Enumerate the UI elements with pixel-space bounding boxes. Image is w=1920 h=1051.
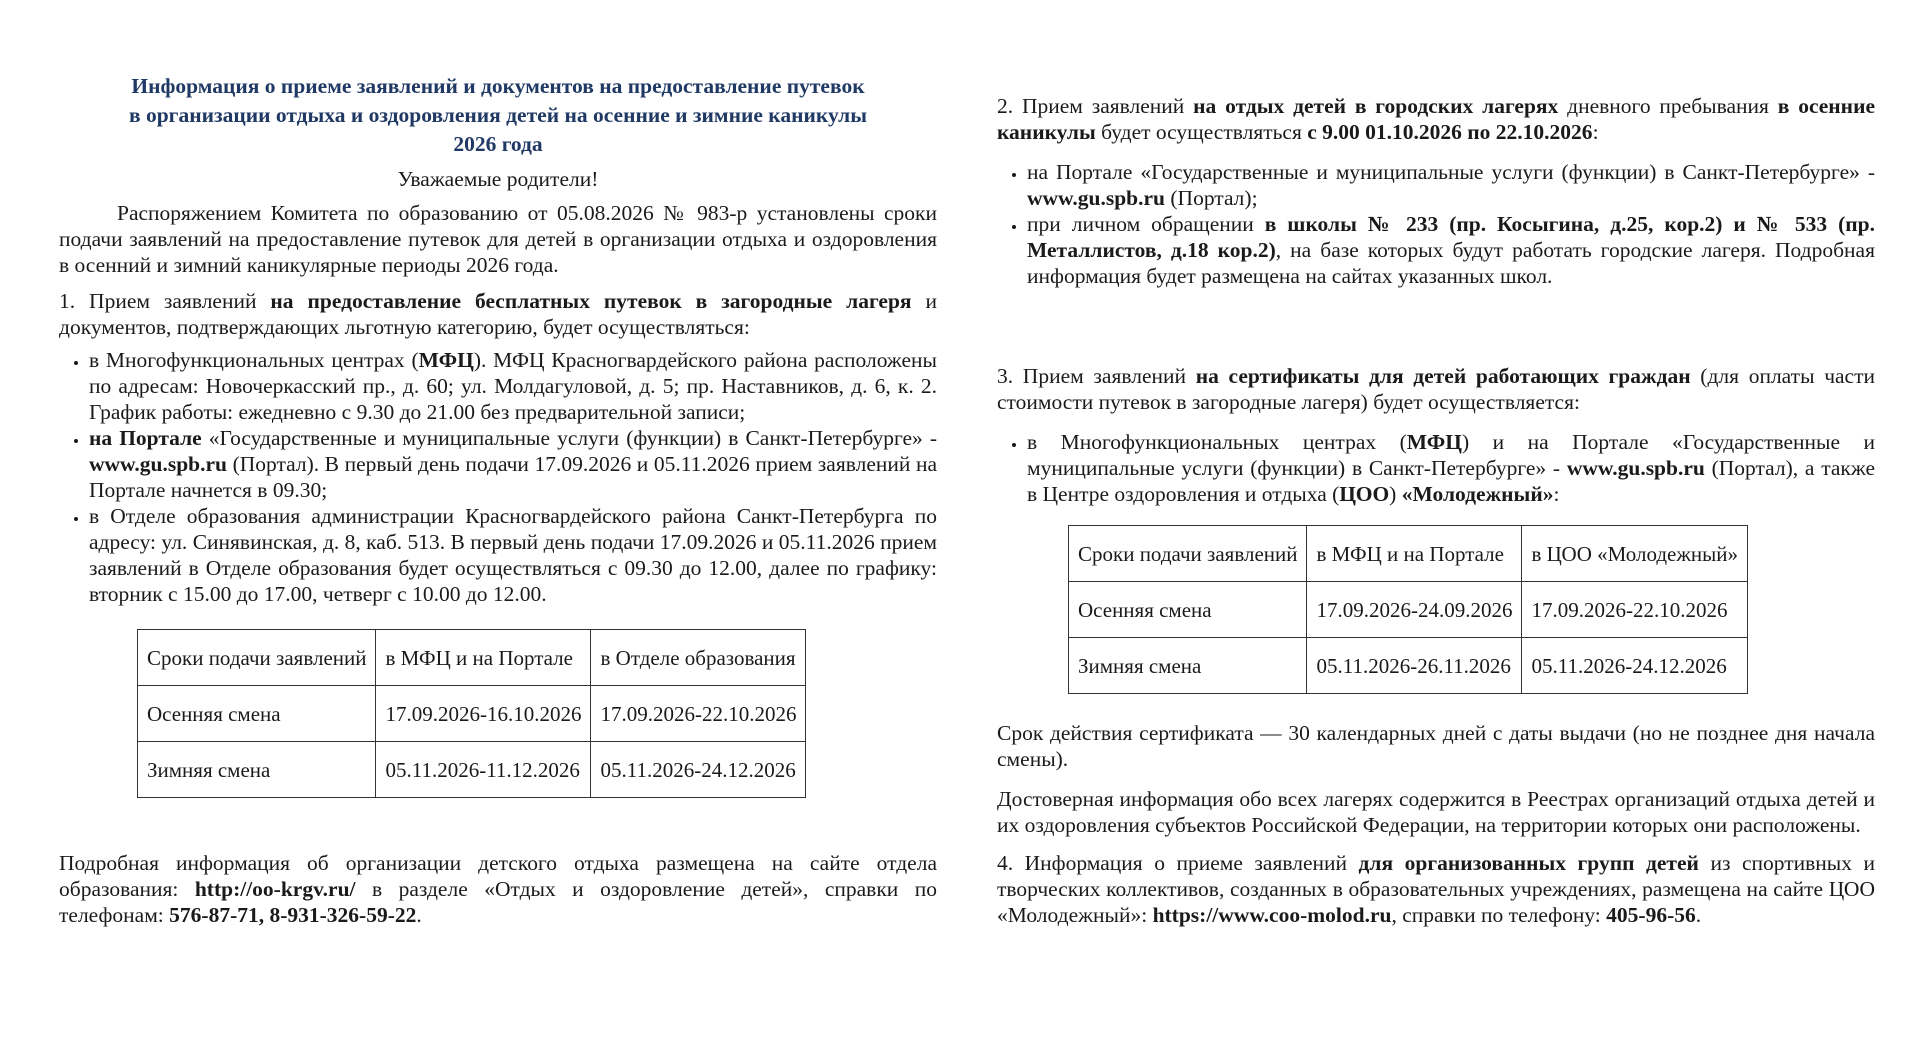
table-row	[1069, 582, 1748, 638]
section-1-list	[59, 347, 937, 607]
table-left	[137, 629, 806, 798]
s4-g: .	[1695, 903, 1702, 927]
table-cell: 17.09.2026-16.10.2026	[376, 686, 591, 742]
list-item	[89, 503, 937, 607]
section-1-heading	[59, 288, 937, 340]
s4-c: из спортивных и творческих коллективов, созданных в образовательных учреждениях, размещена на сайте ЦОО «Молодежный»:	[997, 851, 1875, 927]
table-cell: 05.11.2026-24.12.2026	[591, 742, 806, 798]
table-cell: 17.09.2026-22.10.2026	[1522, 582, 1747, 638]
s2-li1-c: (Портал);	[1165, 186, 1258, 210]
title-line-3: 2026 года	[453, 132, 543, 156]
document-title	[59, 72, 937, 159]
s2-li1-a: на Портале «Государственные и муниципальные услуги (функции) в Санкт-Петербурге» -	[1027, 160, 1875, 184]
s1-li1-a: в Многофункциональных центрах (	[89, 348, 419, 372]
s1-li3: в Отделе образования администрации Красногвардейского района Санкт-Петербурга по адресу: ул. Синявинская, д. 8, каб. 513. В первый день подачи 17.09.2026 и 05.11.2026 прием заявлений в Отделе образования будет осуществляться с 09.30 до 12.00, далее по графику: вторник с 15.00 до 17.00, четверг с 10.00 до 12.00.	[89, 504, 937, 606]
s3-li1-h: «Молодежный»	[1401, 482, 1554, 506]
s2-c: дневного пребывания	[1558, 94, 1778, 118]
table-row	[1069, 638, 1748, 694]
table-cell: 17.09.2026-22.10.2026	[591, 686, 806, 742]
s3-li1-link: www.gu.spb.ru	[1566, 456, 1705, 480]
greeting: Уважаемые родители!	[397, 167, 599, 191]
s2-li1-link: www.gu.spb.ru	[1027, 186, 1166, 210]
table-cell: 17.09.2026-24.09.2026	[1307, 582, 1522, 638]
more-info-f: .	[416, 903, 422, 927]
table-header-row	[1069, 526, 1748, 582]
table-header-cell: Сроки подачи заявлений	[138, 630, 376, 686]
table-header-cell: в Отделе образования	[591, 630, 806, 686]
list-item	[89, 347, 937, 425]
validity-paragraph: Срок действия сертификата — 30 календарных дней с даты выдачи (но не позднее дня начала смены).	[997, 721, 1875, 771]
s3-b: на сертификаты для детей работающих граждан	[1195, 364, 1691, 388]
table-header-cell: в ЦОО «Молодежный»	[1522, 526, 1747, 582]
s3-li1-c: ) и на Портале «Государственные и муниципальные услуги (функции) в Санкт-Петербурге» -	[1027, 430, 1875, 480]
s4-link[interactable]: https://www.coo-molod.ru	[1152, 903, 1392, 927]
s2-g: :	[1592, 120, 1599, 144]
s3-li1-i: :	[1553, 482, 1560, 506]
table-header-row	[138, 630, 806, 686]
table-row	[138, 686, 806, 742]
table-cell: Зимняя смена	[1069, 638, 1307, 694]
s4-e: , справки по телефону:	[1391, 903, 1607, 927]
s1-li2-a: на Портале	[89, 426, 202, 450]
table-cell: Осенняя смена	[1069, 582, 1307, 638]
s3-c: (для оплаты части стоимости путевок в загородные лагеря) будет осуществляется:	[997, 364, 1875, 414]
list-item	[1027, 211, 1875, 289]
table-cell: 05.11.2026-24.12.2026	[1522, 638, 1747, 694]
s3-li1-a: в Многофункциональных центрах (	[1027, 430, 1407, 454]
list-item	[1027, 429, 1875, 507]
table-header-cell: Сроки подачи заявлений	[1069, 526, 1307, 582]
intro-paragraph: Распоряжением Комитета по образованию от 05.08.2026 № 983-р установлены сроки подачи заявлений на предоставление путевок для детей в организации отдыха и оздоровления в осенний и зимний каникулярные периоды 2026 года.	[59, 201, 937, 277]
right-column	[997, 93, 1875, 928]
list-item	[1027, 159, 1875, 211]
s4-a: 4. Информация о приеме заявлений	[997, 851, 1359, 875]
table-cell: Зимняя смена	[138, 742, 376, 798]
s3-a: 3. Прием заявлений	[997, 364, 1196, 388]
section-2-heading	[997, 93, 1875, 145]
table-header-cell: в МФЦ и на Портале	[1307, 526, 1522, 582]
phone-1: 576-87-71,	[169, 903, 265, 927]
s2-li2-b: в школы № 233	[1264, 212, 1439, 236]
s1-li2-b: «Государственные и муниципальные услуги (функции) в Санкт-Петербурге» -	[201, 426, 937, 450]
s2-li2-d: № 533	[1756, 212, 1828, 236]
s2-e: будет осуществляться	[1095, 120, 1308, 144]
s3-li1-b: МФЦ	[1406, 430, 1462, 454]
s1-li2-link: www.gu.spb.ru	[89, 452, 228, 476]
table-cell: 05.11.2026-11.12.2026	[376, 742, 591, 798]
s2-li2-e: (пр. Металлистов, д.18 кор.2)	[1027, 212, 1875, 262]
s1-text-a: 1. Прием заявлений	[59, 289, 271, 313]
more-info-a: Подробная информация об организации детского отдыха размещена на сайте отдела образования:	[59, 851, 937, 901]
table-row	[138, 742, 806, 798]
table-cell: 05.11.2026-26.11.2026	[1307, 638, 1522, 694]
s1-text-c: и документов, подтверждающих льготную категорию, будет осуществляться:	[59, 289, 938, 339]
s4-b: для организованных групп детей	[1358, 851, 1699, 875]
s3-li1-g: )	[1389, 482, 1402, 506]
s4-phone: 405-96-56	[1606, 903, 1696, 927]
s2-li2-a: при личном обращении	[1027, 212, 1265, 236]
s2-d: в осенние каникулы	[997, 94, 1875, 144]
s1-text-b: на предоставление бесплатных путевок в загородные лагеря	[270, 289, 912, 313]
section-4-paragraph	[997, 850, 1875, 928]
s1-li1-b: МФЦ	[418, 348, 474, 372]
registry-paragraph: Достоверная информация обо всех лагерях содержится в Реестрах организаций отдыха детей и их оздоровления субъектов Российской Федерации, на территории которых они расположены.	[997, 787, 1875, 837]
s2-a: 2. Прием заявлений	[997, 94, 1194, 118]
table-right	[1068, 525, 1748, 694]
s3-li1-f: ЦОО	[1339, 482, 1390, 506]
more-info-c: в разделе «Отдых и оздоровление детей», справки по телефонам:	[59, 877, 937, 927]
table-header-cell: в МФЦ и на Портале	[376, 630, 591, 686]
section-3-list	[997, 429, 1875, 507]
phone-2: 8-931-326-59-22	[269, 903, 417, 927]
s2-li2-c: (пр. Косыгина, д.25, кор.2) и	[1438, 212, 1757, 236]
title-line-2: в организации отдыха и оздоровления детей на осенние и зимние каникулы	[128, 103, 868, 127]
section-3-heading	[997, 363, 1875, 415]
s1-li2-d: (Портал). В первый день подачи 17.09.2026 и 05.11.2026 прием заявлений на Портале начнется в 09.30;	[89, 452, 937, 502]
section-2-list	[997, 159, 1875, 289]
s1-li1-c: ). МФЦ Красногвардейского района расположены по адресам: Новочеркасский пр., д. 60; ул. Молдагуловой, д. 5; пр. Наставников, д. 6, к. 2. График работы: ежедневно с 9.30 до 21.00 без предварительной записи;	[89, 348, 937, 424]
s2-f: с 9.00 01.10.2026 по 22.10.2026	[1307, 120, 1593, 144]
left-column	[59, 72, 937, 928]
more-info-paragraph	[59, 850, 937, 928]
list-item	[89, 425, 937, 503]
title-line-1: Информация о приеме заявлений и документов на предоставление путевок	[131, 74, 865, 98]
more-info-link[interactable]: http://oo-krgv.ru/	[194, 877, 356, 901]
table-cell: Осенняя смена	[138, 686, 376, 742]
s2-li2-f: , на базе которых будут работать городские лагеря. Подробная информация будет размещена на сайтах указанных школ.	[1027, 238, 1875, 288]
s3-li1-e: (Портал), а также в Центре оздоровления и отдыха (	[1027, 456, 1875, 506]
s2-b: на отдых детей в городских лагерях	[1193, 94, 1559, 118]
